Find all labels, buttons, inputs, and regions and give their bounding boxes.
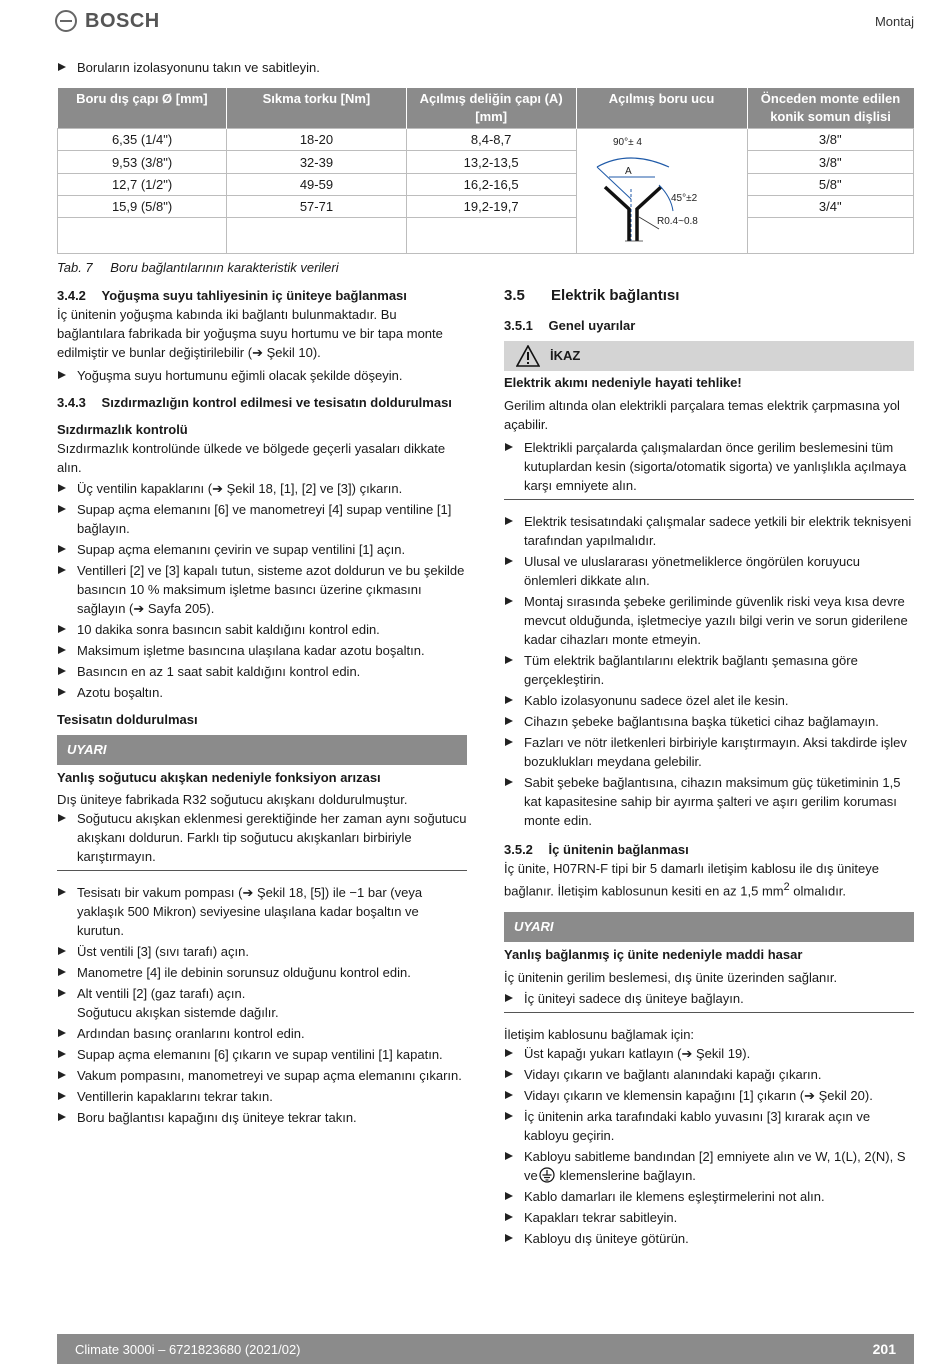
list-item-text: Kabloyu sabitleme bandından [2] emniyete alın ve W, 1(L), 2(N), S ve [524, 1149, 906, 1184]
list-item: Vidayı çıkarın ve klemensin kapağını [1] çıkarın (➔ Şekil 20). [504, 1086, 914, 1105]
ground-symbol-icon [538, 1167, 556, 1183]
list-item: Vakum pompasını, manometreyi ve supap açma elemanını çıkarın. [57, 1066, 467, 1085]
warning-list-item: Soğutucu akışkan eklenmesi gerektiğinde her zaman aynı soğutucu akışkanı doldurun. Farklı tip soğutucu akışkanları birbiriyle karıştırmayın. [57, 809, 467, 871]
page-number: 201 [872, 1340, 896, 1357]
flare-figure-cell [576, 129, 747, 254]
warning-bar: UYARI [504, 912, 914, 942]
table-cell: 3/4" [747, 196, 913, 218]
section-3-5-1-heading [504, 316, 914, 335]
leak-check-list [57, 479, 467, 702]
heading-number: 3.4.3 [57, 395, 86, 410]
pipe-spec-table [57, 88, 914, 254]
table-cell: 6,35 (1/4") [58, 129, 227, 151]
list-item: Üst ventili [3] (sıvı tarafı) açın. [57, 942, 467, 961]
list-item: 10 dakika sonra basıncın sabit kaldığını kontrol edin. [57, 620, 467, 639]
list-item: Ulusal ve uluslararası yönetmeliklerce öngörülen koruyucu önlemleri dikkate alın. [504, 552, 914, 590]
list-item: Kablo izolasyonunu sadece özel alet ile kesin. [504, 691, 914, 710]
list-item: Vidayı çıkarın ve bağlantı alanındaki kapağı çıkarın. [504, 1065, 914, 1084]
list-item: Supap açma elemanını çevirin ve supap ventilini [1] açın. [57, 540, 467, 559]
table-caption [57, 258, 339, 277]
table-cell-empty [58, 218, 227, 254]
list-item: Üst kapağı yukarı katlayın (➔ Şekil 19). [504, 1044, 914, 1063]
heading-title: Elektrik bağlantısı [551, 287, 680, 304]
table-cell: 19,2-19,7 [406, 196, 576, 218]
list-item: Manometre [4] ile debinin sorunsuz olduğunu kontrol edin. [57, 963, 467, 982]
paragraph-text: olmalıdır. [789, 883, 847, 899]
list-item: İç ünitenin arka tarafındaki kablo yuvasını [3] kırarak açın ve kabloyu geçirin. [504, 1107, 914, 1145]
table-row [58, 196, 914, 218]
heading-number: 3.5 [504, 287, 525, 304]
heading-title: Yoğuşma suyu tahliyesinin iç üniteye bağlanması [101, 288, 407, 303]
paragraph [504, 859, 914, 900]
flared-pipe-diagram [577, 129, 745, 253]
warning-title: Yanlış soğutucu akışkan nedeniyle fonksiyon arızası [57, 770, 381, 785]
section-name: Montaj [874, 14, 914, 29]
paragraph: Sızdırmazlık kontrolünde ülkede ve bölgede geçerli yasaları dikkate alın. [57, 441, 446, 475]
list-item: Fazları ve nötr iletkenleri birbiriyle karıştırmayın. Aksi takdirde işlev bozuklukları meydana gelebilir. [504, 733, 914, 771]
table-header: Sıkma torku [Nm] [227, 88, 407, 129]
section-3-5-heading [504, 286, 914, 305]
superscript: 2 [783, 881, 790, 893]
list-item: Ventillerin kapaklarını tekrar takın. [57, 1087, 467, 1106]
intro-bullet: Boruların izolasyonunu takın ve sabitleyin. [57, 58, 950, 77]
table-row [58, 151, 914, 173]
list-item: Alt ventili [2] (gaz tarafı) açın. Soğutucu akışkan sistemde dağılır. [57, 984, 467, 1022]
section-3-4-2-heading [57, 286, 467, 305]
danger-list-item: Elektrikli parçalarda çalışmalardan önce gerilim beslemesini tüm kutuplardan kesin (sigorta/otomatik sigorta) ve yanlışlıkla açılmaya karşı emniyete alın. [504, 438, 914, 500]
table-cell-empty [747, 218, 913, 254]
list-item-text: klemenslerine bağlayın. [555, 1168, 696, 1184]
table-cell: 32-39 [227, 151, 407, 173]
general-list [504, 512, 914, 830]
list-item: Boru bağlantısı kapağını dış üniteye tekrar takın. [57, 1108, 467, 1127]
table-cell: 5/8" [747, 173, 913, 195]
list-item: Kablo damarları ile klemens eşleştirmelerini not alın. [504, 1187, 914, 1206]
warning-title: Yanlış bağlanmış iç ünite nedeniyle maddi hasar [504, 947, 803, 963]
danger-title: Elektrik akımı nedeniyle hayati tehlike! [504, 375, 742, 390]
table-cell: 13,2-13,5 [406, 151, 576, 173]
table-cell: 49-59 [227, 173, 407, 195]
warning-text: Dış üniteye fabrikada R32 soğutucu akışkanı doldurulmuştur. [57, 792, 408, 807]
paragraph: İç ünitenin yoğuşma kabında iki bağlantı bulunmaktadır. Bu bağlantılara fabrikada bir yoğuşma suyu hortumu ve bir tapa monte edilmiştir ve bunlar değiştirilebilir (➔ Şekil 10). [57, 307, 443, 360]
paragraph: İletişim kablosunu bağlamak için: [504, 1027, 695, 1043]
brand-name: BOSCH [85, 9, 160, 32]
heading-number: 3.5.1 [504, 318, 533, 333]
list-item: Azotu boşaltın. [57, 683, 467, 702]
table-row [58, 173, 914, 195]
heading-title: Sızdırmazlığın kontrol edilmesi ve tesisatın doldurulması [101, 395, 452, 410]
table-cell: 9,53 (3/8") [58, 151, 227, 173]
list-item: Sabit şebeke bağlantısına, cihazın maksimum güç tüketiminin 1,5 kat kapasitesine sahip bir ayırma şalteri ve aşırı gerilim koruması monte edin. [504, 773, 914, 830]
right-column [504, 286, 914, 1250]
danger-text: Gerilim altında olan elektrikli parçalara temas elektrik çarpmasına yol açabilir. [504, 398, 900, 432]
section-3-5-2-heading [504, 840, 914, 859]
list-item: Tesisatı bir vakum pompası (➔ Şekil 18, [5]) ile −1 bar (veya yaklaşık 500 Mikron) seviyesine ulaşılana kadar boşaltın ve kurutun. [57, 883, 467, 940]
table-cell-empty [227, 218, 407, 254]
warning-triangle-icon [516, 345, 540, 367]
heading-title: İç ünitenin bağlanması [548, 842, 689, 857]
list-item: Kabloyu dış üniteye götürün. [504, 1229, 914, 1248]
list-item: Supap açma elemanını [6] çıkarın ve supap ventilini [1] kapatın. [57, 1045, 467, 1064]
table-cell-empty [406, 218, 576, 254]
list-item: Üç ventilin kapaklarını (➔ Şekil 18, [1], [2] ve [3]) çıkarın. [57, 479, 467, 498]
section-3-4-3-heading [57, 393, 467, 412]
warning-bar: UYARI [57, 735, 467, 765]
list-item: Ventilleri [2] ve [3] kapalı tutun, sisteme azot doldurun ve bu şekilde basıncın 10 % maksimum işletme basıncı üzerine çıkmasını sağlayın (➔ Sayfa 205). [57, 561, 467, 618]
flare-angle-label: 90°± 4 [612, 137, 642, 148]
fill-list [57, 883, 467, 1127]
page-footer [57, 1334, 914, 1364]
heading-number: 3.5.2 [504, 842, 533, 857]
subheading: Sızdırmazlık kontrolü [57, 422, 188, 437]
bosch-armature-icon [55, 10, 77, 32]
table-cell: 57-71 [227, 196, 407, 218]
table-cell: 3/8" [747, 151, 913, 173]
table-cell: 15,9 (5/8") [58, 196, 227, 218]
document-id: Climate 3000i – 6721823680 (2021/02) [75, 1341, 301, 1357]
flare-angle2-label: 45°±2 [670, 193, 697, 204]
flare-radius-label: R0.4~0.8 [656, 216, 698, 227]
table-header: Açılmış boru ucu [576, 88, 747, 129]
table-header: Açılmış deliğin çapı (A) [mm] [406, 88, 576, 129]
table-cell: 18-20 [227, 129, 407, 151]
list-item: Elektrik tesisatındaki çalışmalar sadece yetkili bir elektrik teknisyeni tarafından yapılmalıdır. [504, 512, 914, 550]
connection-list [504, 1044, 914, 1248]
table-header: Önceden monte edilen konik somun dişlisi [747, 88, 913, 129]
list-item [504, 1147, 914, 1185]
table-cell: 12,7 (1/2") [58, 173, 227, 195]
table-row [58, 218, 914, 254]
danger-bar [504, 341, 914, 371]
table-cell: 3/8" [747, 129, 913, 151]
table-cell: 8,4-8,7 [406, 129, 576, 151]
warning-text: İç ünitenin gerilim beslemesi, dış ünite üzerinden sağlanır. [504, 970, 838, 986]
heading-title: Genel uyarılar [548, 318, 636, 333]
table-header: Boru dış çapı Ø [mm] [58, 88, 227, 129]
list-item: Supap açma elemanını [6] ve manometreyi [4] supap ventiline [1] bağlayın. [57, 500, 467, 538]
list-item: Maksimum işletme basıncına ulaşılana kadar azotu boşaltın. [57, 641, 467, 660]
table-cell: 16,2-16,5 [406, 173, 576, 195]
list-item: Kapakları tekrar sabitleyin. [504, 1208, 914, 1227]
list-item: Yoğuşma suyu hortumunu eğimli olacak şekilde döşeyin. [57, 366, 467, 385]
list-item: Cihazın şebeke bağlantısına başka tüketici cihaz bağlamayın. [504, 712, 914, 731]
list-item: Tüm elektrik bağlantılarını elektrik bağlantı şemasına göre gerçekleştirin. [504, 651, 914, 689]
warning-list-item: İç üniteyi sadece dış üniteye bağlayın. [504, 989, 914, 1013]
brand-logo [55, 7, 175, 35]
left-column [57, 286, 467, 1129]
list-item: Montaj sırasında şebeke geriliminde güvenlik riski veya kısa devre mevcut olduğunda, işletmeciye yazılı bilgi verin ve sorun giderilene kadar cihazları monte etmeyin. [504, 592, 914, 649]
paragraph-text: İç ünite, H07RN-F tipi bir 5 damarlı iletişim kablosu ile dış üniteye bağlanır. İletişim kablosunun kesiti en az 1,5 mm [504, 861, 879, 899]
heading-number: 3.4.2 [57, 288, 86, 303]
flare-a-label: A [624, 166, 632, 177]
table-caption-number: Tab. 7 [57, 260, 93, 275]
list-item: Basıncın en az 1 saat sabit kaldığını kontrol edin. [57, 662, 467, 681]
table-row [58, 129, 914, 151]
table-caption-text: Boru bağlantılarının karakteristik verileri [110, 260, 339, 275]
subheading: Tesisatın doldurulması [57, 712, 198, 727]
list-item: Ardından basınç oranlarını kontrol edin. [57, 1024, 467, 1043]
danger-label: İKAZ [550, 348, 581, 363]
